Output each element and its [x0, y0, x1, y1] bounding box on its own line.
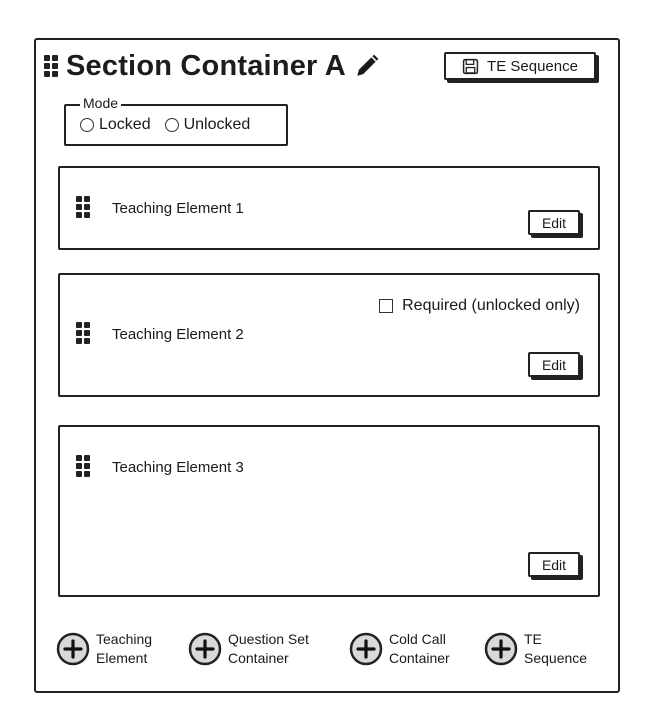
checkbox-icon[interactable]: [379, 299, 393, 313]
plus-circle-icon: [484, 632, 518, 666]
teaching-element-label: Teaching Element 3: [112, 459, 244, 476]
radio-circle-icon: [80, 118, 94, 132]
add-te-sequence-button[interactable]: [484, 630, 587, 668]
drag-handle-icon[interactable]: [76, 455, 90, 477]
te-sequence-button-label: TE Sequence: [487, 57, 578, 75]
edit-button-2[interactable]: Edit: [528, 352, 580, 377]
teaching-element-label: Teaching Element 2: [112, 326, 244, 343]
plus-circle-icon: [56, 632, 90, 666]
drag-handle-icon[interactable]: [76, 322, 90, 344]
mode-radio-unlocked[interactable]: [165, 116, 251, 134]
required-label: Required (unlocked only): [402, 297, 580, 314]
plus-circle-icon: [188, 632, 222, 666]
required-checkbox-row[interactable]: [379, 297, 580, 315]
radio-circle-icon: [165, 118, 179, 132]
drag-handle-icon[interactable]: [76, 196, 90, 218]
add-button-label: TE Sequence: [524, 631, 588, 666]
mode-option-label: Locked: [99, 116, 151, 133]
add-button-label: Teaching Element: [96, 631, 153, 666]
plus-circle-icon: [349, 632, 383, 666]
section-title: Section Container A: [66, 49, 346, 82]
mode-group: [64, 95, 288, 146]
add-teaching-element-button[interactable]: [56, 630, 152, 668]
teaching-element-panel-3: [58, 425, 600, 597]
teaching-element-panel-2: [58, 273, 600, 397]
add-cold-call-container-button[interactable]: [349, 630, 450, 668]
edit-button-3[interactable]: Edit: [528, 552, 580, 577]
teaching-element-label: Teaching Element 1: [112, 200, 244, 217]
mode-radio-locked[interactable]: [80, 116, 151, 134]
edit-button-1[interactable]: Edit: [528, 210, 580, 235]
teaching-element-panel-1: [58, 166, 600, 250]
save-icon: [462, 58, 479, 75]
add-button-label: Question Set Container: [228, 631, 309, 666]
pencil-icon[interactable]: [354, 53, 380, 79]
drag-handle-icon[interactable]: [44, 55, 58, 77]
add-question-set-container-button[interactable]: [188, 630, 309, 668]
add-buttons-row: [56, 630, 604, 674]
mode-option-label: Unlocked: [183, 116, 251, 133]
section-header: [44, 48, 380, 84]
add-button-label: Cold Call Container: [389, 631, 450, 666]
section-container: [34, 38, 620, 693]
mode-legend: Mode: [80, 95, 121, 111]
te-sequence-button[interactable]: [444, 52, 596, 80]
